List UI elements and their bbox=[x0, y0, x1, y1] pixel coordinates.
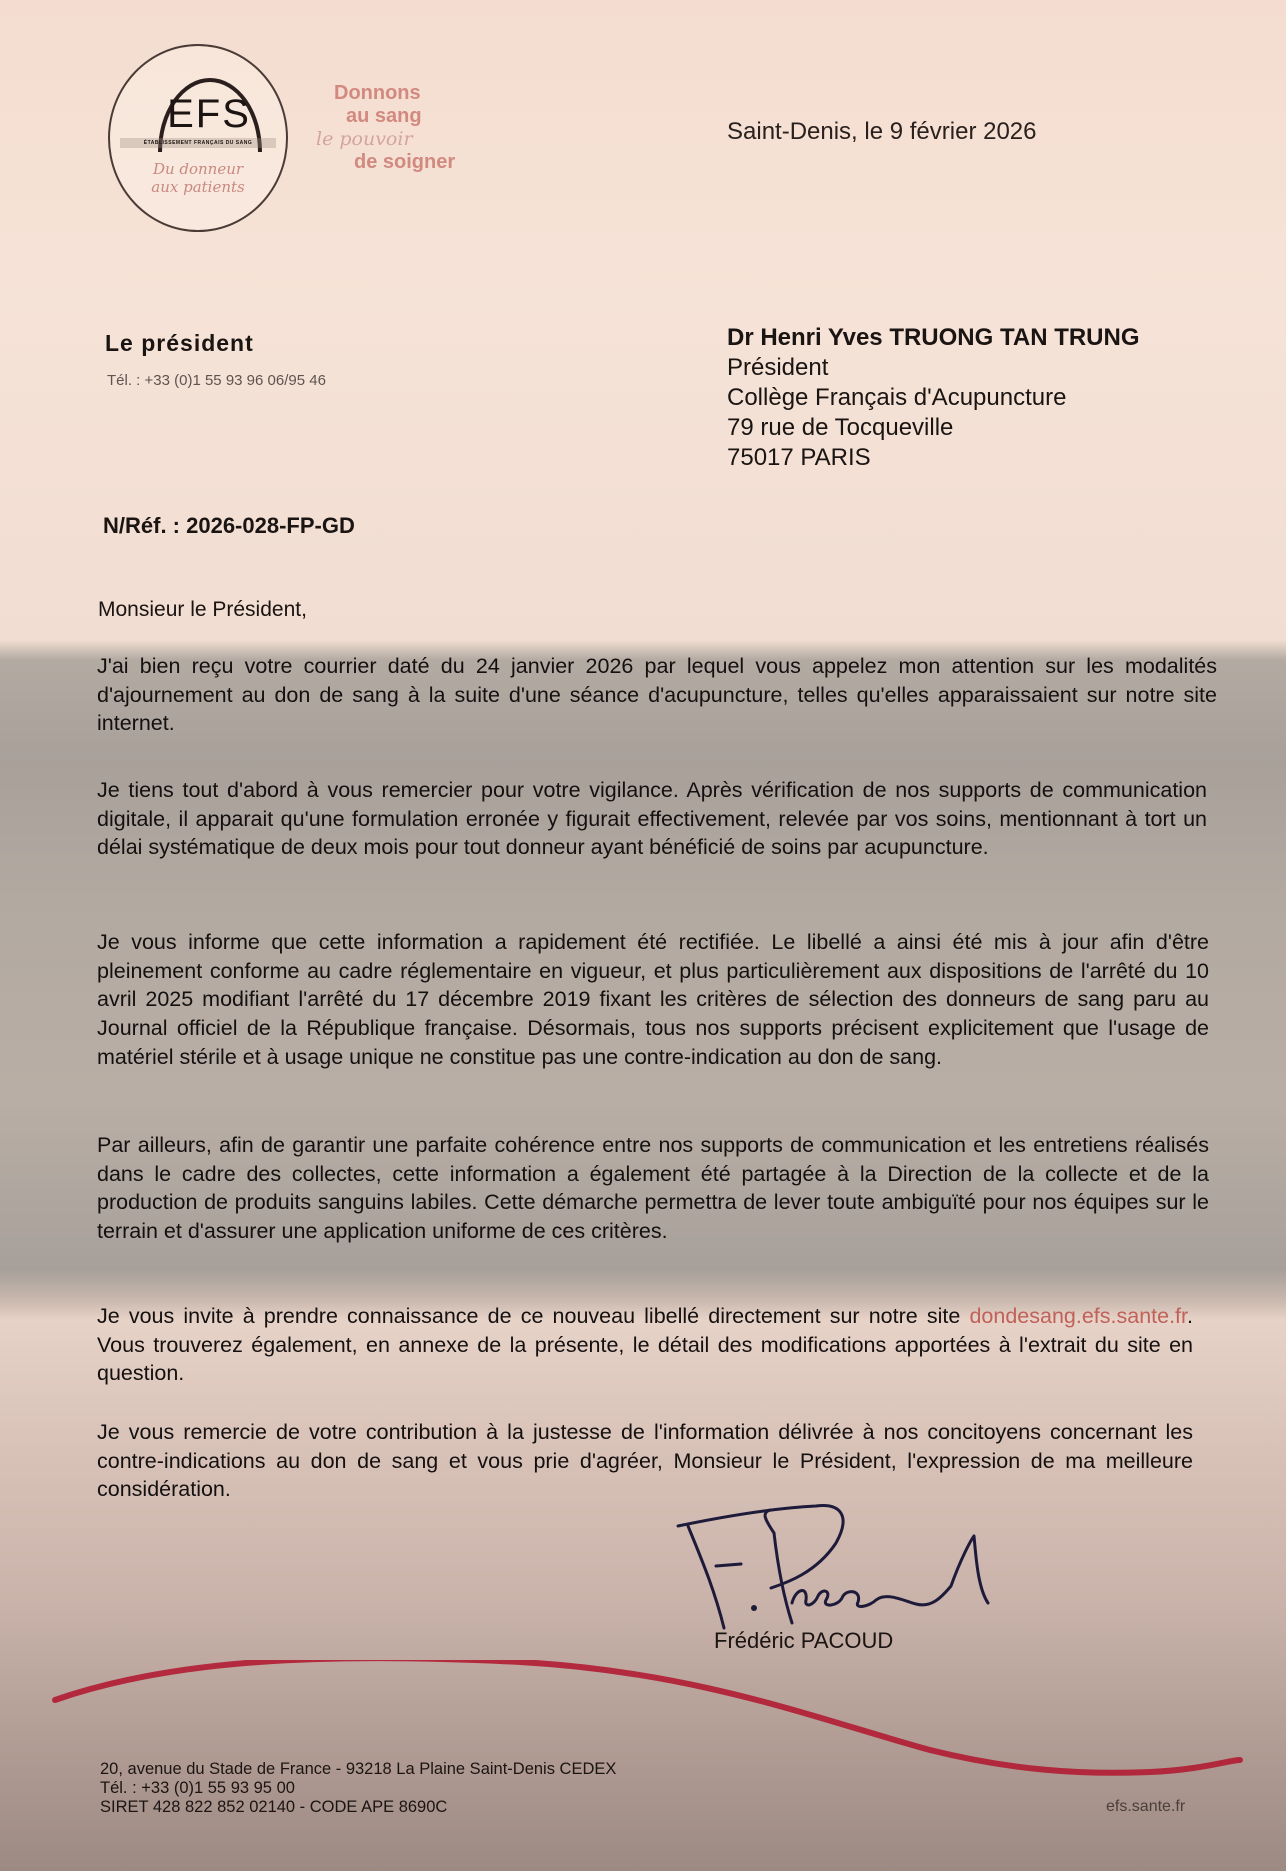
slogan bbox=[308, 82, 498, 174]
footer-siret: SIRET 428 822 852 02140 - CODE APE 8690C bbox=[100, 1798, 448, 1816]
signature-dot bbox=[751, 1605, 757, 1611]
slogan-line2: au sang bbox=[346, 105, 422, 127]
recipient-name: Dr Henri Yves TRUONG TAN TRUNG bbox=[727, 324, 1140, 351]
signer-name: Frédéric PACOUD bbox=[714, 1628, 894, 1653]
sender-title: Le président bbox=[105, 330, 254, 356]
recipient-street: 79 rue de Tocqueville bbox=[727, 414, 954, 441]
logo-tagline bbox=[130, 160, 266, 196]
footer-address: 20, avenue du Stade de France - 93218 La Plaine Saint-Denis CEDEX bbox=[100, 1760, 617, 1778]
p5-text-before: Je vous invite à prendre connaissance de ce nouveau libellé directement sur notre site bbox=[97, 1304, 970, 1328]
handwritten-signature-icon bbox=[666, 1488, 1006, 1638]
footer-phone: Tél. : +33 (0)1 55 93 95 00 bbox=[100, 1779, 295, 1797]
body-paragraph-3: Je vous informe que cette information a rapidement été rectifiée. Le libellé a ainsi été mis à jour afin d'être pleinement conforme au cadre réglementaire en vigueur, et plus particulièrement aux dispositions de l'arrêté du 10 avril 2025 modifiant l'arrêté du 17 décembre 2019 fixant les critères de sélection des donneurs de sang paru au Journal officiel de la République française. Désormais, tous nos supports précisent explicitement que l'usage de matériel stérile et à usage unique ne constitue pas une contre-indication au don de sang. bbox=[97, 930, 1209, 1069]
logo-tagline-line2: aux patients bbox=[151, 178, 245, 196]
footer-website[interactable]: efs.sante.fr bbox=[1106, 1798, 1186, 1815]
body-paragraph-6: Je vous remercie de votre contribution à la justesse de l'information délivrée à nos concitoyens concernant les contre-indications au don de sang et vous prie d'agréer, Monsieur le Président, l'expression de ma meilleure considération. bbox=[97, 1420, 1193, 1502]
logo-organization: ÉTABLISSEMENT FRANÇAIS DU SANG bbox=[120, 138, 276, 148]
salutation: Monsieur le Président, bbox=[98, 598, 307, 621]
recipient-city: 75017 PARIS bbox=[727, 444, 871, 471]
body-paragraph-2: Je tiens tout d'abord à vous remercier pour votre vigilance. Après vérification de nos supports de communication digitale, il apparait qu'une formulation erronée y figurait effectivement, relevée par vos soins, mentionnant à tort un délai systématique de deux mois pour tout donneur ayant bénéficié de soins par acupuncture. bbox=[97, 778, 1207, 860]
logo-tagline-line1: Du donneur bbox=[152, 160, 244, 178]
sender-phone: Tél. : +33 (0)1 55 93 96 06/95 46 bbox=[107, 372, 326, 389]
reference-number: N/Réf. : 2026-028-FP-GD bbox=[103, 513, 355, 538]
recipient-organization: Collège Français d'Acupuncture bbox=[727, 384, 1067, 411]
body-paragraph-1: J'ai bien reçu votre courrier daté du 24 janvier 2026 par lequel vous appelez mon attention sur les modalités d'ajournement au don de sang à la suite d'une séance d'acupuncture, telles qu'elles apparaissaient sur notre site internet. bbox=[97, 654, 1217, 736]
slogan-line4: de soigner bbox=[354, 151, 456, 173]
footer-address-block bbox=[100, 1760, 616, 1817]
website-link[interactable]: dondesang.efs.sante.fr bbox=[969, 1304, 1188, 1328]
slogan-line1: Donnons bbox=[334, 82, 421, 104]
recipient-address-block bbox=[727, 323, 1140, 473]
p5-text-after: . Vous trouverez également, en annexe de la présente, le détail des modifications apportées à l'extrait du site en question. bbox=[97, 1304, 1193, 1386]
slogan-line3: le pouvoir bbox=[316, 128, 413, 150]
letter-date: Saint-Denis, le 9 février 2026 bbox=[727, 118, 1037, 145]
recipient-role: Président bbox=[727, 354, 829, 381]
body-paragraph-4: Par ailleurs, afin de garantir une parfaite cohérence entre nos supports de communication et les entretiens réalisés dans le cadre des collectes, cette information a également été partagée à la Direction de la collecte et de la production de produits sanguins labiles. Cette démarche permettra de lever toute ambiguïté pour nos équipes sur le terrain et d'assurer une application uniforme de ces critères. bbox=[97, 1133, 1209, 1244]
logo-acronym: EFS bbox=[167, 92, 251, 136]
body-paragraph-5 bbox=[97, 1302, 1193, 1388]
